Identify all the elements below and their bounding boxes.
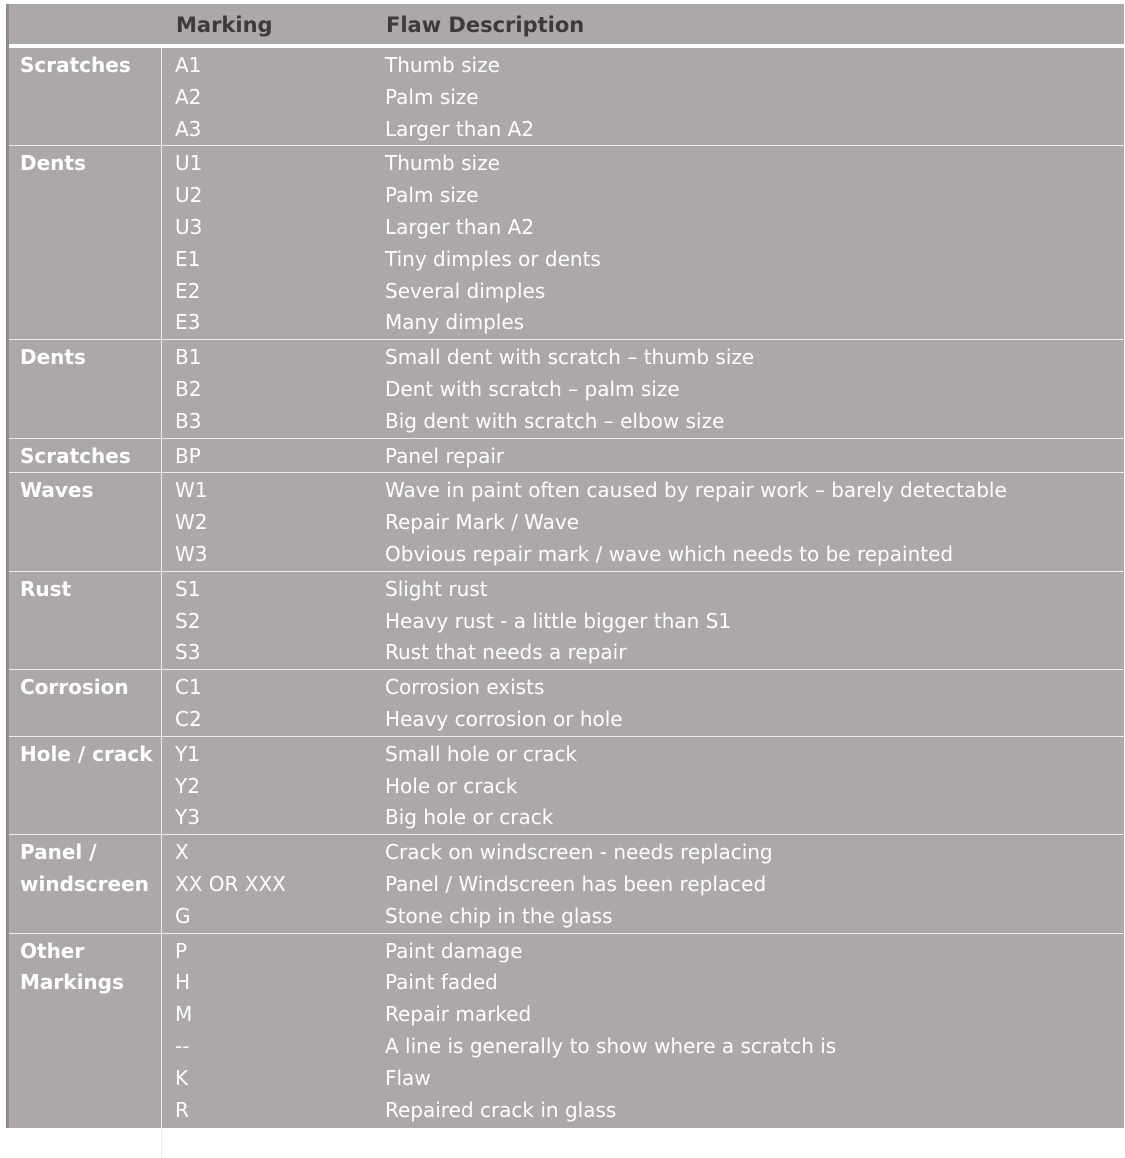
- marking-code: W1: [175, 478, 208, 503]
- marking-code: A2: [175, 84, 202, 109]
- category-rows: [162, 340, 1124, 437]
- table-row: [162, 936, 1124, 968]
- flaw-description: Repair marked: [385, 1002, 532, 1027]
- category-group: [9, 934, 1124, 1158]
- table-row: [162, 50, 1124, 82]
- table-row: [162, 967, 1124, 999]
- category-rows: [162, 835, 1124, 932]
- marking-code: B1: [175, 345, 202, 370]
- flaw-description: Panel repair: [385, 443, 505, 468]
- table-row: [162, 180, 1124, 212]
- flaw-description: Big hole or crack: [385, 805, 554, 830]
- table-row: [162, 374, 1124, 406]
- marking-code: --: [175, 1033, 190, 1058]
- table-row: [162, 672, 1124, 704]
- marking-code: B3: [175, 408, 202, 433]
- category-rows: [162, 439, 1124, 473]
- table-row: [162, 999, 1124, 1031]
- table-row: [162, 1095, 1124, 1127]
- category-group: [9, 340, 1124, 438]
- table-row: [162, 1126, 1124, 1158]
- table-row: [162, 637, 1124, 669]
- category-rows: [162, 48, 1124, 145]
- flaw-marking-table: [6, 4, 1124, 1154]
- flaw-description: Palm size: [385, 84, 479, 109]
- table-row: [162, 114, 1124, 146]
- category-group: [9, 439, 1124, 474]
- category-label: Dents: [9, 340, 162, 437]
- flaw-description: Several dimples: [385, 278, 546, 303]
- table-row: [162, 802, 1124, 834]
- table-row: [162, 276, 1124, 308]
- category-label: Other Markings: [9, 934, 162, 1158]
- table-row: [162, 869, 1124, 901]
- table-row: [162, 441, 1124, 473]
- flaw-description: Wave in paint often caused by repair work – barely detectable: [385, 478, 1007, 503]
- flaw-description: Repaired crack in glass that needs to be replaced: [385, 1129, 881, 1154]
- table-row: [162, 606, 1124, 638]
- marking-code: E1: [175, 246, 201, 271]
- marking-code: U3: [175, 214, 203, 239]
- category-group: [9, 835, 1124, 933]
- header-marking: Marking: [176, 13, 273, 37]
- marking-code: K: [175, 1065, 189, 1090]
- marking-code: C2: [175, 706, 202, 731]
- category-label: Dents: [9, 146, 162, 339]
- table-row: [162, 771, 1124, 803]
- flaw-description: Small dent with scratch – thumb size: [385, 345, 755, 370]
- table-row: [162, 342, 1124, 374]
- flaw-description: Slight rust: [385, 576, 488, 601]
- flaw-description: Crack on windscreen - needs replacing: [385, 840, 773, 865]
- marking-code: A1: [175, 53, 202, 77]
- flaw-description: Repaired crack in glass: [385, 1097, 617, 1122]
- marking-code: R: [175, 1097, 189, 1122]
- marking-code: E2: [175, 278, 201, 303]
- flaw-description: Paint damage: [385, 938, 523, 963]
- table-row: [162, 212, 1124, 244]
- flaw-description: Big dent with scratch – elbow size: [385, 408, 725, 433]
- marking-code: XX OR XXX: [175, 871, 286, 896]
- flaw-description: Repair Mark / Wave: [385, 510, 580, 535]
- marking-code: C1: [175, 675, 202, 700]
- table-body: [9, 48, 1124, 1158]
- table-row: [162, 244, 1124, 276]
- flaw-description: Dent with scratch – palm size: [385, 376, 680, 401]
- marking-code: RX: [175, 1129, 203, 1154]
- flaw-description: Palm size: [385, 183, 479, 208]
- table-row: [162, 475, 1124, 507]
- flaw-description: Heavy rust - a little bigger than S1: [385, 608, 732, 633]
- category-rows: [162, 146, 1124, 339]
- category-label: Scratches: [9, 48, 162, 145]
- flaw-description: A line is generally to show where a scratch is: [385, 1033, 837, 1058]
- marking-code: E3: [175, 310, 201, 335]
- category-group: [9, 146, 1124, 340]
- flaw-description: Larger than A2: [385, 214, 535, 239]
- flaw-description: Heavy corrosion or hole: [385, 706, 623, 731]
- category-label: Rust: [9, 572, 162, 669]
- flaw-description: Stone chip in the glass: [385, 903, 613, 928]
- flaw-description: Flaw: [385, 1065, 431, 1090]
- marking-code: A3: [175, 116, 202, 141]
- flaw-description: Thumb size: [385, 151, 500, 176]
- header-flaw-description: Flaw Description: [386, 13, 585, 37]
- category-rows: [162, 572, 1124, 669]
- marking-code: U2: [175, 183, 203, 208]
- marking-code: W3: [175, 541, 208, 566]
- table-row: [162, 704, 1124, 736]
- marking-code: X: [175, 840, 189, 865]
- table-row: [162, 1063, 1124, 1095]
- marking-code: G: [175, 903, 191, 928]
- category-rows: [162, 473, 1124, 570]
- category-label: Panel / windscreen: [9, 835, 162, 932]
- category-label: Hole / crack: [9, 737, 162, 834]
- marking-code: U1: [175, 151, 203, 176]
- category-group: [9, 737, 1124, 835]
- table-row: [162, 901, 1124, 933]
- flaw-description: Obvious repair mark / wave which needs to be repainted: [385, 541, 954, 566]
- table-row: [162, 307, 1124, 339]
- flaw-description: Tiny dimples or dents: [385, 246, 601, 271]
- category-group: [9, 473, 1124, 571]
- marking-code: S2: [175, 608, 201, 633]
- category-label: Corrosion: [9, 670, 162, 736]
- marking-code: P: [175, 938, 188, 963]
- marking-code: B2: [175, 376, 202, 401]
- marking-code: S1: [175, 576, 201, 601]
- marking-code: W2: [175, 510, 208, 535]
- table-row: [162, 1031, 1124, 1063]
- category-rows: [162, 934, 1124, 1158]
- flaw-description: Many dimples: [385, 310, 525, 335]
- table-row: [162, 82, 1124, 114]
- flaw-description: Panel / Windscreen has been replaced: [385, 871, 767, 896]
- flaw-description: Larger than A2: [385, 116, 535, 141]
- category-label: Scratches: [9, 439, 162, 473]
- flaw-description: Paint faded: [385, 970, 498, 995]
- category-rows: [162, 670, 1124, 736]
- category-group: [9, 572, 1124, 670]
- flaw-description: Small hole or crack: [385, 741, 577, 766]
- table-row: [162, 837, 1124, 869]
- table-row: [162, 507, 1124, 539]
- marking-code: H: [175, 970, 191, 995]
- table-row: [162, 406, 1124, 438]
- flaw-description: Hole or crack: [385, 773, 518, 798]
- table-row: [162, 574, 1124, 606]
- table-row: [162, 539, 1124, 571]
- table-row: [162, 739, 1124, 771]
- table-row: [162, 148, 1124, 180]
- category-label: Waves: [9, 473, 162, 570]
- marking-code: Y1: [175, 741, 200, 766]
- category-rows: [162, 737, 1124, 834]
- marking-code: S3: [175, 640, 201, 665]
- category-group: [9, 670, 1124, 737]
- flaw-description: Rust that needs a repair: [385, 640, 627, 665]
- table-header: [9, 4, 1124, 44]
- flaw-description: Corrosion exists: [385, 675, 545, 700]
- marking-code: M: [175, 1002, 193, 1027]
- marking-code: Y3: [175, 805, 200, 830]
- marking-code: Y2: [175, 773, 200, 798]
- flaw-description: Thumb size: [385, 53, 500, 77]
- marking-code: BP: [175, 443, 201, 468]
- category-group: [9, 48, 1124, 146]
